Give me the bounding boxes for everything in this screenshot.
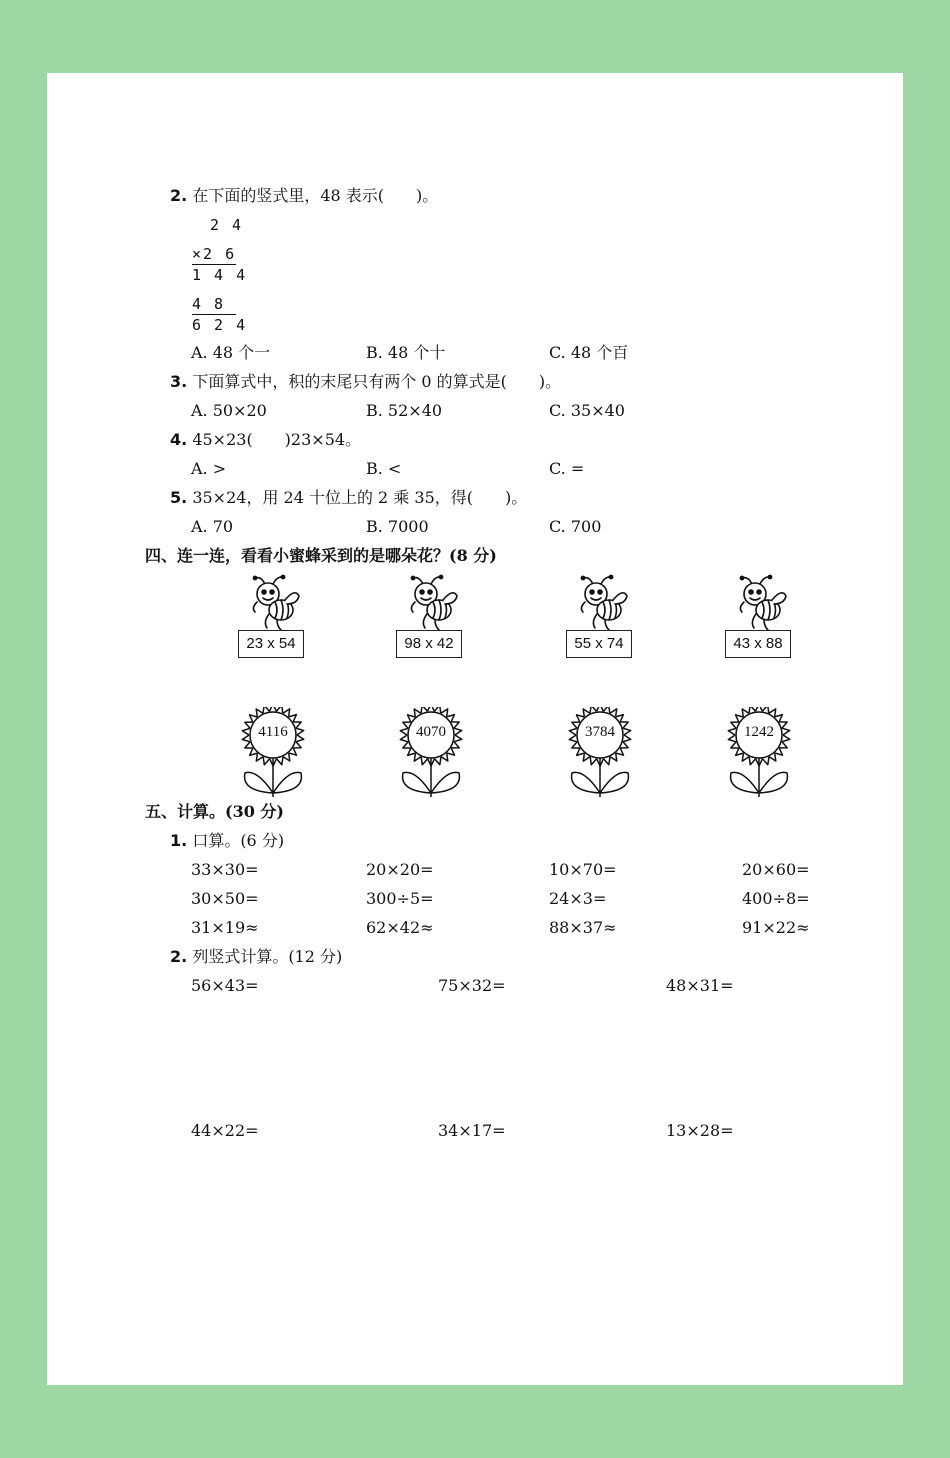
part-2-title bbox=[170, 947, 342, 967]
question-text: 下面算式中，积的末尾只有两个 0 的算式是( )。 bbox=[192, 372, 562, 391]
part-number: 1. bbox=[170, 831, 188, 850]
flower-icon[interactable] bbox=[564, 707, 636, 799]
bee-expression-box[interactable]: 43 x 88 bbox=[725, 630, 791, 658]
option-c: C. 700 bbox=[549, 517, 602, 536]
vertical-calc-item: 48×31= bbox=[666, 976, 734, 995]
bee-icon bbox=[571, 574, 631, 632]
flower-icon[interactable] bbox=[237, 707, 309, 799]
question-text: 45×23( )23×54。 bbox=[192, 430, 362, 449]
vertical-calc-item: 56×43= bbox=[191, 976, 259, 995]
oral-calc-item: 33×30= bbox=[191, 860, 259, 879]
vertical-top: 2 4 bbox=[210, 216, 244, 234]
option-b: B. 48 个十 bbox=[366, 343, 446, 362]
oral-calc-item: 20×20= bbox=[366, 860, 434, 879]
option-c: C. 35×40 bbox=[549, 401, 625, 420]
option-a: A. 48 个一 bbox=[191, 343, 271, 362]
option-b: B. < bbox=[366, 459, 402, 478]
option-a: A. 70 bbox=[191, 517, 234, 536]
question-number: 3. bbox=[170, 372, 188, 391]
oral-calc-item: 62×42≈ bbox=[366, 918, 434, 937]
vertical-calc-item: 13×28= bbox=[666, 1121, 734, 1140]
option-b: B. 52×40 bbox=[366, 401, 443, 420]
vertical-result: 6 2 4 bbox=[192, 316, 248, 334]
bee-expression-box[interactable]: 98 x 42 bbox=[396, 630, 462, 658]
option-b: B. 7000 bbox=[366, 517, 429, 536]
question-4 bbox=[170, 430, 361, 450]
part-text: 列竖式计算。(12 分) bbox=[192, 947, 343, 966]
question-number: 5. bbox=[170, 488, 188, 507]
option-c: C. 48 个百 bbox=[549, 343, 629, 362]
oral-calc-item: 31×19≈ bbox=[191, 918, 259, 937]
bee-expression-box[interactable]: 23 x 54 bbox=[238, 630, 304, 658]
oral-calc-item: 20×60= bbox=[742, 860, 810, 879]
part-1-title bbox=[170, 831, 284, 851]
oral-calc-item: 91×22≈ bbox=[742, 918, 810, 937]
flower-number: 4116 bbox=[258, 724, 288, 740]
option-a: A. 50×20 bbox=[191, 401, 267, 420]
bee-icon bbox=[401, 574, 461, 632]
question-number: 2. bbox=[170, 186, 188, 205]
flower-number: 4070 bbox=[416, 724, 446, 740]
option-c: C. = bbox=[549, 459, 585, 478]
section-5-title: 五、计算。(30 分) bbox=[145, 802, 284, 821]
question-number: 4. bbox=[170, 430, 188, 449]
oral-calc-item: 24×3= bbox=[549, 889, 607, 908]
bee-expression-box[interactable]: 55 x 74 bbox=[566, 630, 632, 658]
oral-calc-item: 400÷8= bbox=[742, 889, 810, 908]
flower-icon[interactable] bbox=[723, 707, 795, 799]
option-a: A. > bbox=[191, 459, 227, 478]
vertical-calc-item: 34×17= bbox=[438, 1121, 506, 1140]
part-text: 口算。(6 分) bbox=[192, 831, 285, 850]
vertical-partial-2: 4 8 bbox=[192, 295, 226, 313]
bee-icon bbox=[243, 574, 303, 632]
vertical-partial-1: 1 4 4 bbox=[192, 266, 248, 284]
question-3 bbox=[170, 372, 561, 392]
oral-calc-item: 30×50= bbox=[191, 889, 259, 908]
vertical-calc-item: 44×22= bbox=[191, 1121, 259, 1140]
bee-icon bbox=[730, 574, 790, 632]
flower-icon[interactable] bbox=[395, 707, 467, 799]
oral-calc-item: 300÷5= bbox=[366, 889, 434, 908]
question-text: 在下面的竖式里，48 表示( )。 bbox=[192, 186, 439, 205]
question-text: 35×24，用 24 十位上的 2 乘 35，得( )。 bbox=[192, 488, 528, 507]
flower-number: 3784 bbox=[585, 724, 615, 740]
vertical-calc-item: 75×32= bbox=[438, 976, 506, 995]
oral-calc-item: 10×70= bbox=[549, 860, 617, 879]
vertical-multiplier: ×2 6 bbox=[192, 245, 237, 263]
flower-number: 1242 bbox=[744, 724, 774, 740]
question-5 bbox=[170, 488, 527, 508]
question-2 bbox=[170, 186, 438, 206]
section-4-title: 四、连一连，看看小蜜蜂采到的是哪朵花？(8 分) bbox=[145, 546, 497, 565]
part-number: 2. bbox=[170, 947, 188, 966]
oral-calc-item: 88×37≈ bbox=[549, 918, 617, 937]
